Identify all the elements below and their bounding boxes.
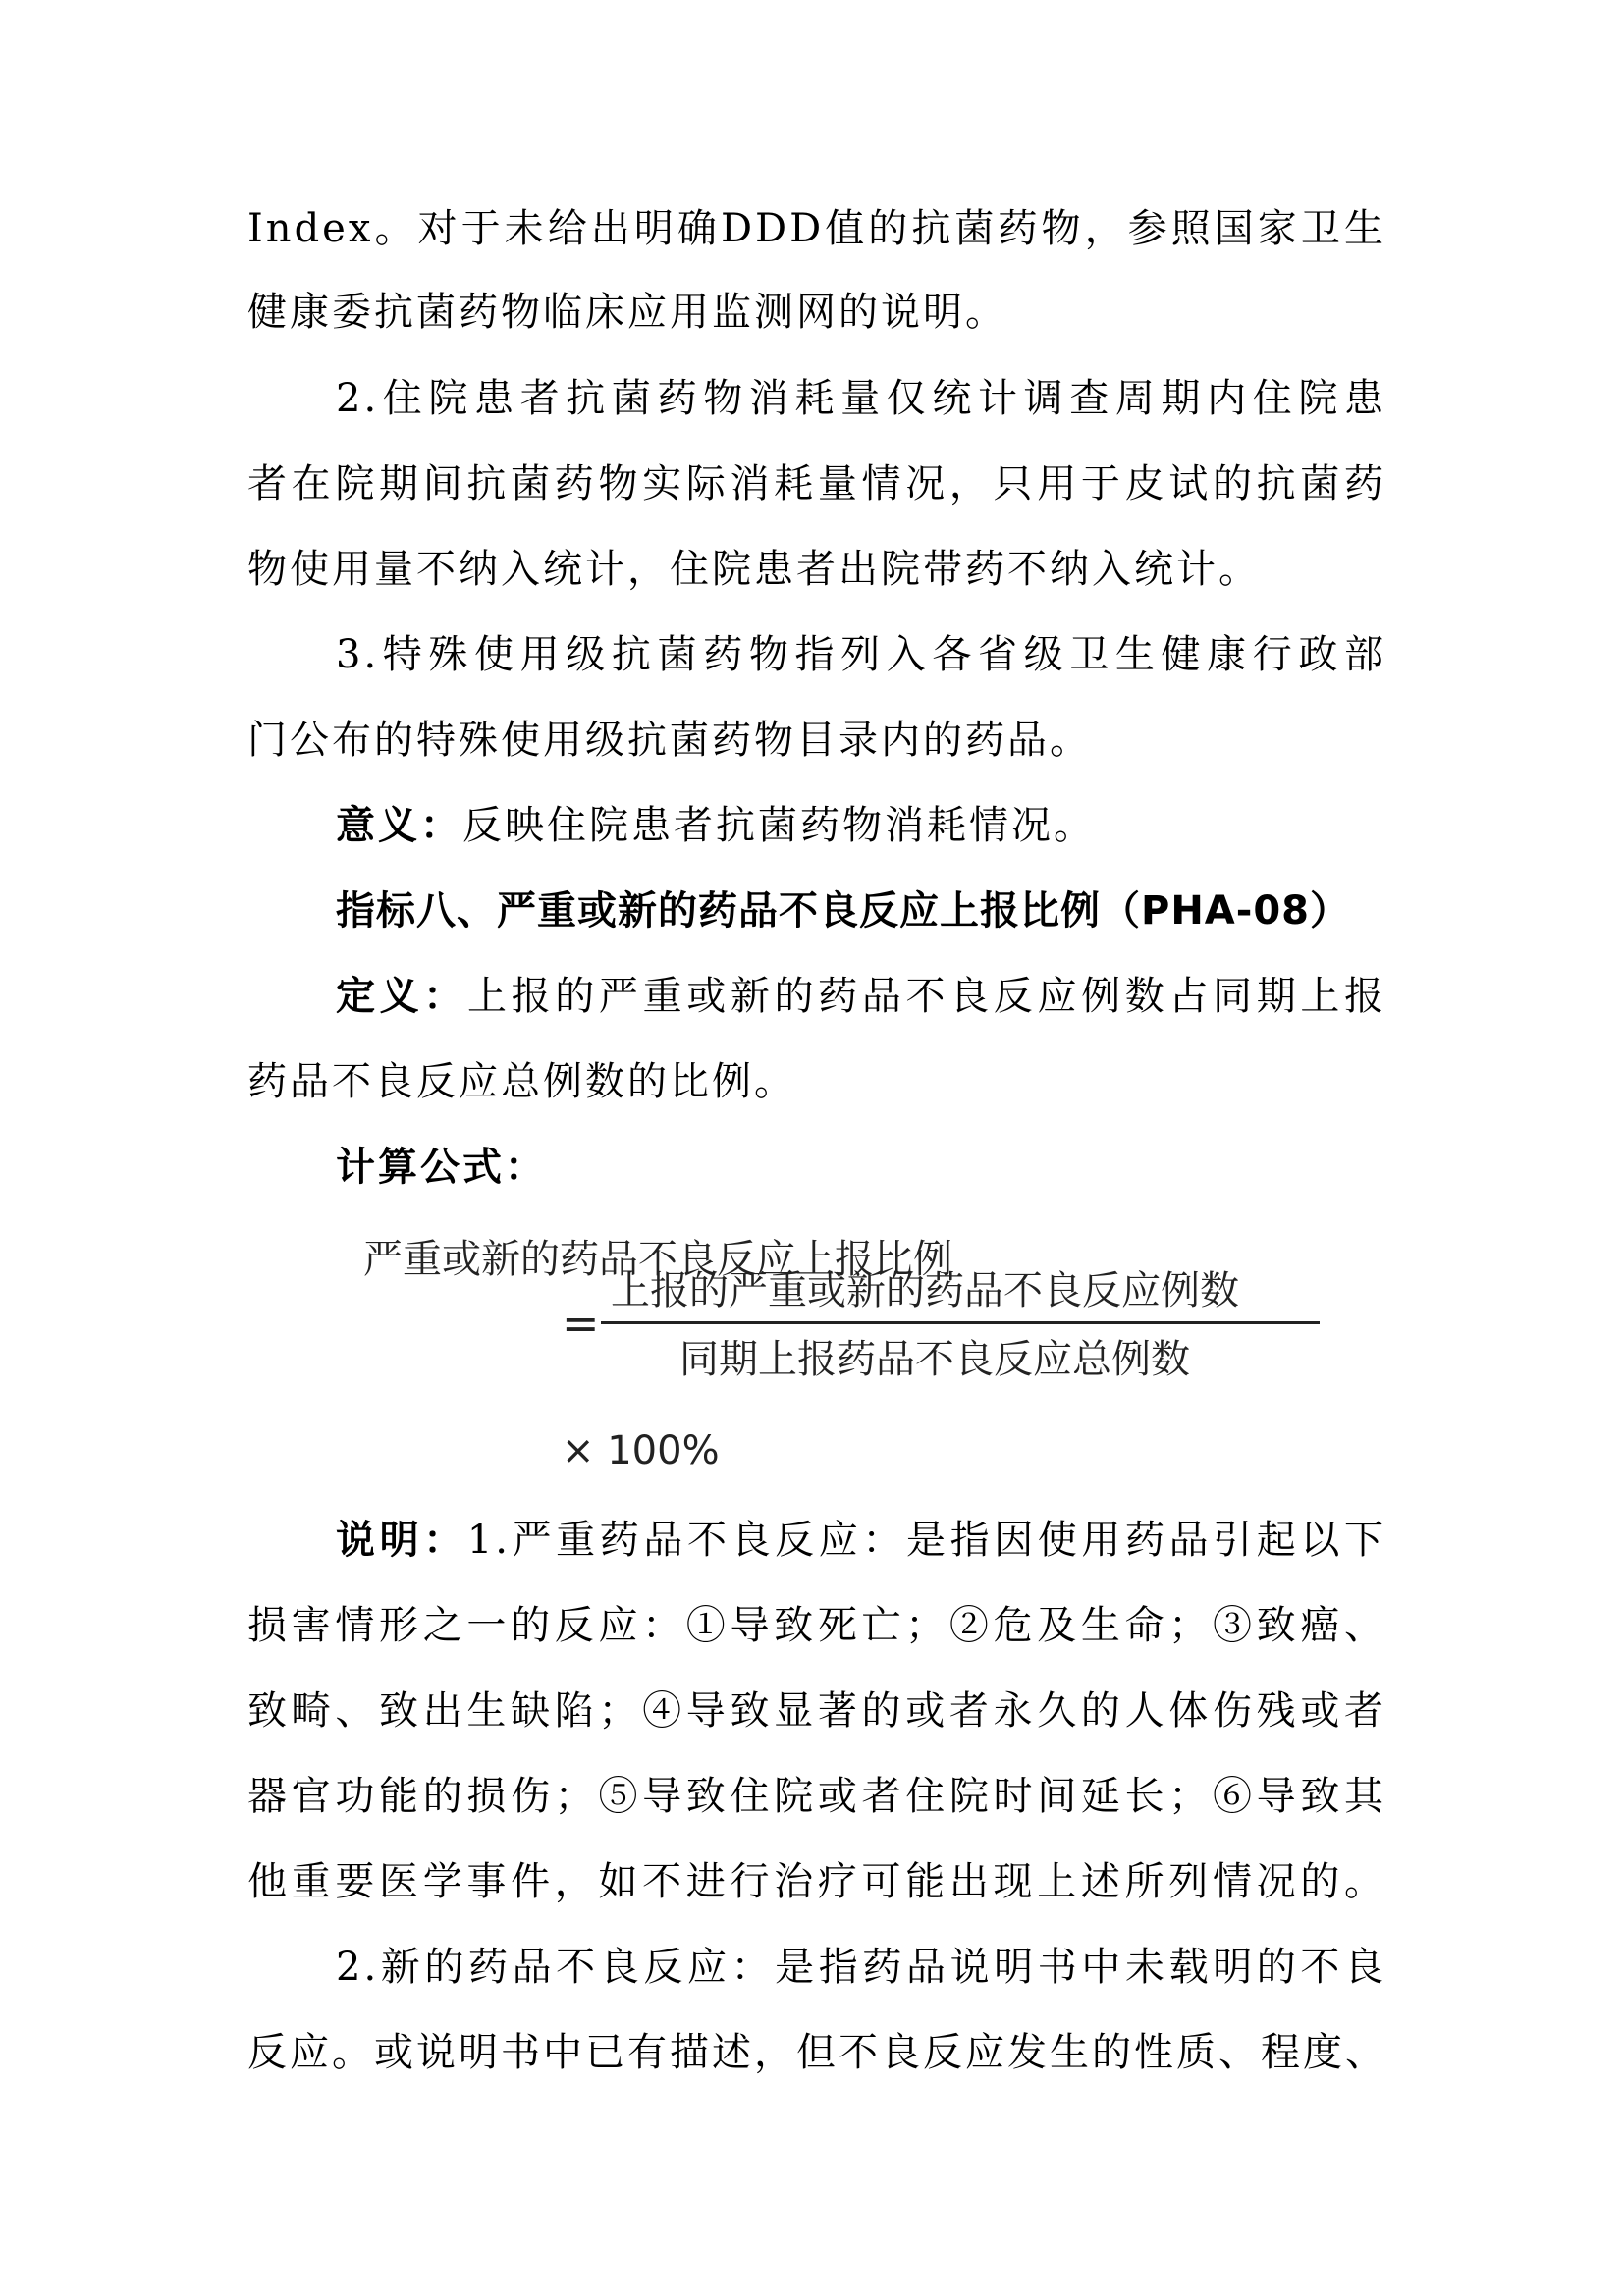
body-text-line: 3.特殊使用级抗菌药物指列入各省级卫生健康行政部 — [336, 632, 1386, 677]
definition-paragraph — [336, 971, 1386, 1022]
note-paragraph — [336, 1515, 1386, 1566]
note-text: 1.严重药品不良反应：是指因使用药品引起以下 — [466, 1518, 1387, 1563]
body-text-line: 损害情形之一的反应：①导致死亡；②危及生命；③致癌、 — [247, 1603, 1386, 1648]
body-text-line: 者在院期间抗菌药物实际消耗量情况，只用于皮试的抗菌药 — [247, 461, 1386, 507]
body-text-line: 物使用量不纳入统计，住院患者出院带药不纳入统计。 — [247, 547, 1261, 592]
formula-multiplier: × 100% — [562, 1428, 720, 1473]
formula-label: 计算公式： — [336, 1145, 547, 1190]
body-text-line: Index。对于未给出明确DDD值的抗菌药物，参照国家卫生 — [247, 206, 1386, 251]
definition-label: 定义： — [336, 974, 467, 1019]
body-text-line: 2.新的药品不良反应：是指药品说明书中未载明的不良 — [336, 1945, 1386, 1990]
body-text-line: 健康委抗菌药物临床应用监测网的说明。 — [247, 290, 1007, 335]
meaning-label: 意义： — [336, 803, 462, 848]
definition-text: 上报的严重或新的药品不良反应例数占同期上报 — [466, 974, 1387, 1019]
formula-numerator: 上报的严重或新的药品不良反应例数 — [611, 1268, 1239, 1313]
body-text-line: 2.住院患者抗菌药物消耗量仅统计调查周期内住院患 — [336, 376, 1386, 421]
body-text-line: 药品不良反应总例数的比例。 — [247, 1059, 796, 1104]
formula-denominator: 同期上报药品不良反应总例数 — [679, 1337, 1190, 1382]
meaning-paragraph — [336, 800, 1386, 851]
body-text-line: 门公布的特殊使用级抗菌药物目录内的药品。 — [247, 718, 1092, 763]
fraction-bar — [601, 1321, 1320, 1324]
note-label: 说明： — [336, 1518, 467, 1563]
meaning-text: 反映住院患者抗菌药物消耗情况。 — [462, 803, 1096, 848]
indicator-heading: 指标八、严重或新的药品不良反应上报比例（PHA-08） — [336, 888, 1351, 934]
formula-lhs: 严重或新的药品不良反应上报比例 — [363, 1237, 952, 1282]
body-text-line: 致畸、致出生缺陷；④导致显著的或者永久的人体伤残或者 — [247, 1688, 1386, 1734]
body-text-line: 器官功能的损伤；⑤导致住院或者住院时间延长；⑥导致其 — [247, 1774, 1386, 1819]
body-text-line: 他重要医学事件，如不进行治疗可能出现上述所列情况的。 — [247, 1859, 1386, 1904]
formula-equals: = — [562, 1297, 600, 1350]
body-text-line: 反应。或说明书中已有描述，但不良反应发生的性质、程度、 — [247, 2030, 1387, 2075]
